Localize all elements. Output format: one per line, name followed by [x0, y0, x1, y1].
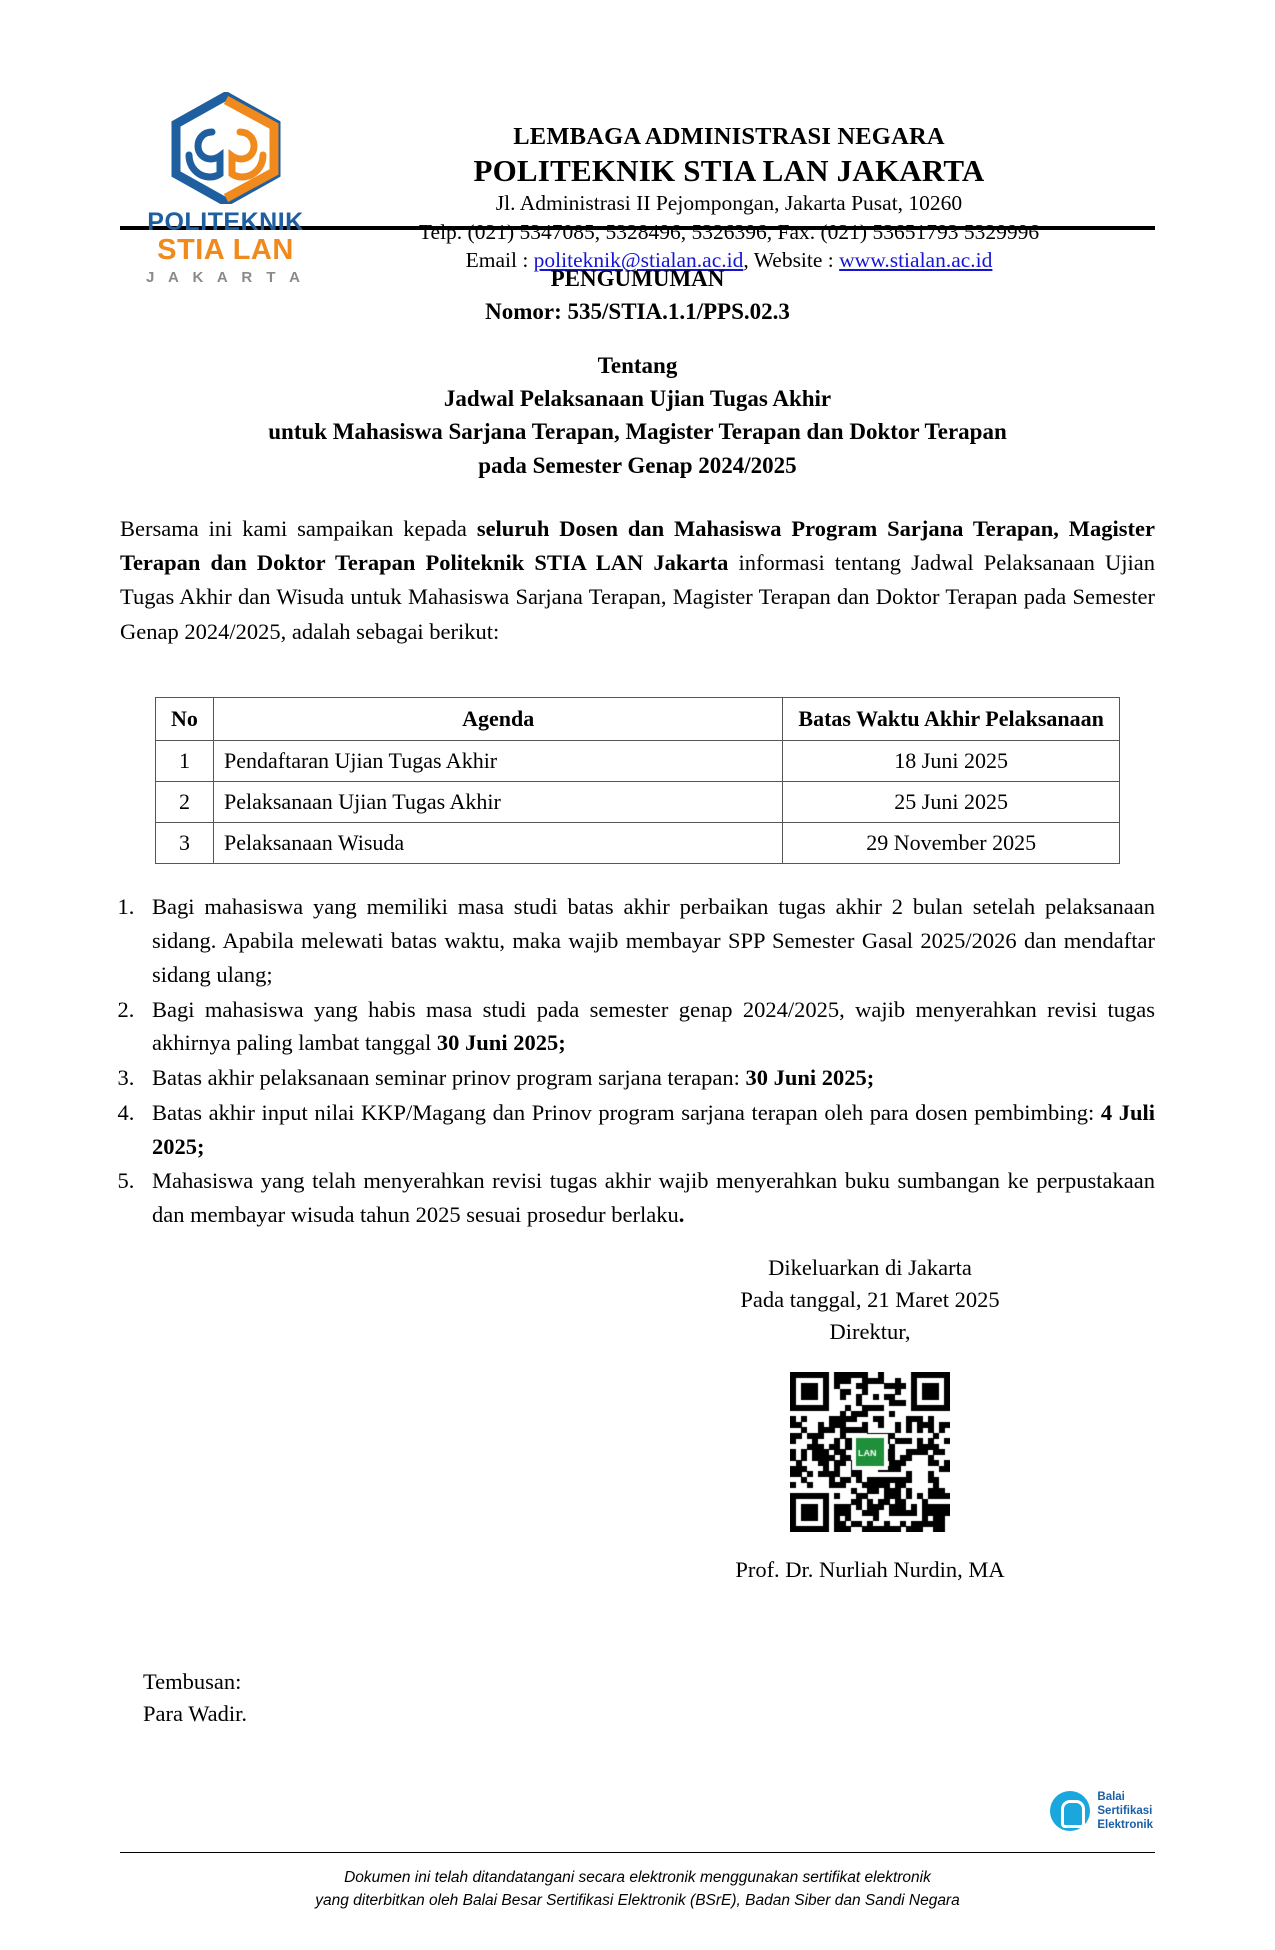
org-address: Jl. Administrasi II Pejompongan, Jakarta Pusat, 10260 [495, 191, 963, 216]
signature-place: Dikeluarkan di Jakarta [768, 1254, 972, 1280]
email-link[interactable]: politeknik@stialan.ac.id [533, 248, 744, 273]
signer-name: Prof. Dr. Nurliah Nurdin, MA [735, 1556, 1005, 1582]
bsre-line-3: Elektronik [1097, 1819, 1153, 1832]
announcement-number: Nomor: 535/STIA.1.1/PPS.02.3 [485, 299, 790, 325]
table-row [156, 782, 1120, 823]
signature-block [610, 1252, 1130, 1586]
table-header-row [156, 697, 1120, 741]
org-parent-name: LEMBAGA ADMINISTRASI NEGARA [513, 123, 945, 150]
bsre-label [1097, 1790, 1153, 1832]
intro-part-2: informasi tentang Jadwal Pelaksanaan Ujian Tugas Akhir dan Wisuda untuk Mahasiswa Sarjana Terapan, Magister Terapan dan Doktor Terapan pada Semester Genap 2024/2025, adalah sebagai berikut: [120, 550, 1155, 644]
announcement-heading: PENGUMUMAN [550, 266, 725, 291]
list-item [140, 993, 1155, 1061]
note-text: Batas akhir input nilai KKP/Magang dan Prinov program sarjana terapan oleh para dosen pembimbing: [152, 1099, 1101, 1125]
list-item [140, 1096, 1155, 1164]
table-header-no: No [156, 697, 214, 741]
bsre-line-1: Balai [1097, 1791, 1125, 1803]
footer-note [0, 1866, 1275, 1913]
bsre-shield-icon [1050, 1791, 1090, 1831]
notes-list [140, 890, 1155, 1232]
about-label: Tentang [597, 352, 678, 378]
website-link[interactable]: www.stialan.ac.id [839, 248, 993, 273]
note-bold: 4 Juli 2025; [152, 1099, 1155, 1159]
cell-deadline: 18 Juni 2025 [783, 741, 1120, 782]
logo-word-stialan: STIA LAN [157, 234, 294, 267]
cell-agenda: Pendaftaran Ujian Tugas Akhir [213, 741, 782, 782]
logo-word-jakarta: J A K A R T A [146, 268, 305, 286]
subject-line-2: untuk Mahasiswa Sarjana Terapan, Magister Terapan dan Doktor Terapan [268, 419, 1007, 445]
qr-code-icon [790, 1372, 950, 1532]
list-item [140, 1164, 1155, 1232]
note-bold: 30 Juni 2025; [745, 1065, 875, 1091]
cell-no: 1 [156, 741, 214, 782]
note-text: Bagi mahasiswa yang habis masa studi pada semester genap 2024/2025, wajib menyerahkan revisi tugas akhirnya paling lambat tanggal [152, 996, 1155, 1056]
tembusan-block [143, 1666, 247, 1730]
org-phone: Telp. (021) 5347085, 5328496, 5326396, Fax. (021) 53651793 5329996 [418, 219, 1040, 244]
signature-date: Pada tanggal, 21 Maret 2025 [740, 1286, 1000, 1312]
note-text: Batas akhir pelaksanaan seminar prinov program sarjana terapan: [152, 1065, 746, 1091]
schedule-table-body [156, 741, 1120, 864]
qr-code-image [790, 1372, 950, 1532]
footer-line-2: yang diterbitkan oleh Balai Besar Sertifikasi Elektronik (BSrE), Badan Siber dan Sandi Negara [315, 1892, 960, 1910]
note-text: Bagi mahasiswa yang memiliki masa studi batas akhir perbaikan tugas akhir 2 bulan setelah pelaksanaan sidang. Apabila melewati batas waktu, maka wajib membayar SPP Semester Gasal 2025/2026 dan mendaftar sidang ulang; [152, 894, 1155, 987]
cell-deadline: 25 Juni 2025 [783, 782, 1120, 823]
institution-logo [138, 92, 313, 287]
website-label: , Website : [743, 248, 840, 273]
org-contact-line [313, 246, 1145, 275]
subject-line-1: Jadwal Pelaksanaan Ujian Tugas Akhir [443, 386, 832, 412]
list-item [140, 1061, 1155, 1095]
cell-no: 2 [156, 782, 214, 823]
intro-paragraph [120, 512, 1155, 649]
cell-deadline: 29 November 2025 [783, 823, 1120, 864]
table-header-agenda: Agenda [213, 697, 782, 741]
signature-position: Direktur, [829, 1318, 911, 1344]
note-text: Mahasiswa yang telah menyerahkan revisi tugas akhir wajib menyerahkan buku sumbangan ke perpustakaan dan membayar wisuda tahun 2025 sesuai prosedur berlaku [152, 1168, 1155, 1228]
footer-divider [120, 1852, 1155, 1853]
org-name: POLITEKNIK STIA LAN JAKARTA [473, 152, 985, 188]
table-header-deadline: Batas Waktu Akhir Pelaksanaan [783, 697, 1120, 741]
intro-part-1: Bersama ini kami sampaikan kepada [120, 516, 477, 542]
subject-line-3: pada Semester Genap 2024/2025 [478, 452, 797, 478]
intro-bold-1: seluruh Dosen dan Mahasiswa Program Sarjana Terapan, Magister Terapan dan Doktor Terapan Politeknik STIA LAN Jakarta [120, 516, 1155, 576]
logo-word-politeknik: POLITEKNIK [147, 208, 304, 236]
bsre-line-2: Sertifikasi [1097, 1805, 1153, 1818]
footer-line-1: Dokumen ini telah ditandatangani secara elektronik menggunakan sertifikat elektronik [344, 1869, 931, 1886]
cell-agenda: Pelaksanaan Ujian Tugas Akhir [213, 782, 782, 823]
logo-hexagon-icon [160, 92, 292, 204]
schedule-table [155, 697, 1120, 865]
note-bold: 30 Juni 2025; [436, 1030, 566, 1056]
tembusan-item: Para Wadir. [143, 1700, 247, 1726]
email-label: Email : [465, 248, 534, 273]
letterhead-text [313, 122, 1155, 275]
cell-no: 3 [156, 823, 214, 864]
cell-agenda: Pelaksanaan Wisuda [213, 823, 782, 864]
note-bold: . [678, 1202, 685, 1228]
table-row [156, 741, 1120, 782]
bsre-badge [1050, 1790, 1153, 1832]
list-item [140, 890, 1155, 991]
tembusan-label: Tembusan: [143, 1669, 242, 1694]
announcement-title-block [0, 262, 1275, 482]
table-row [156, 823, 1120, 864]
